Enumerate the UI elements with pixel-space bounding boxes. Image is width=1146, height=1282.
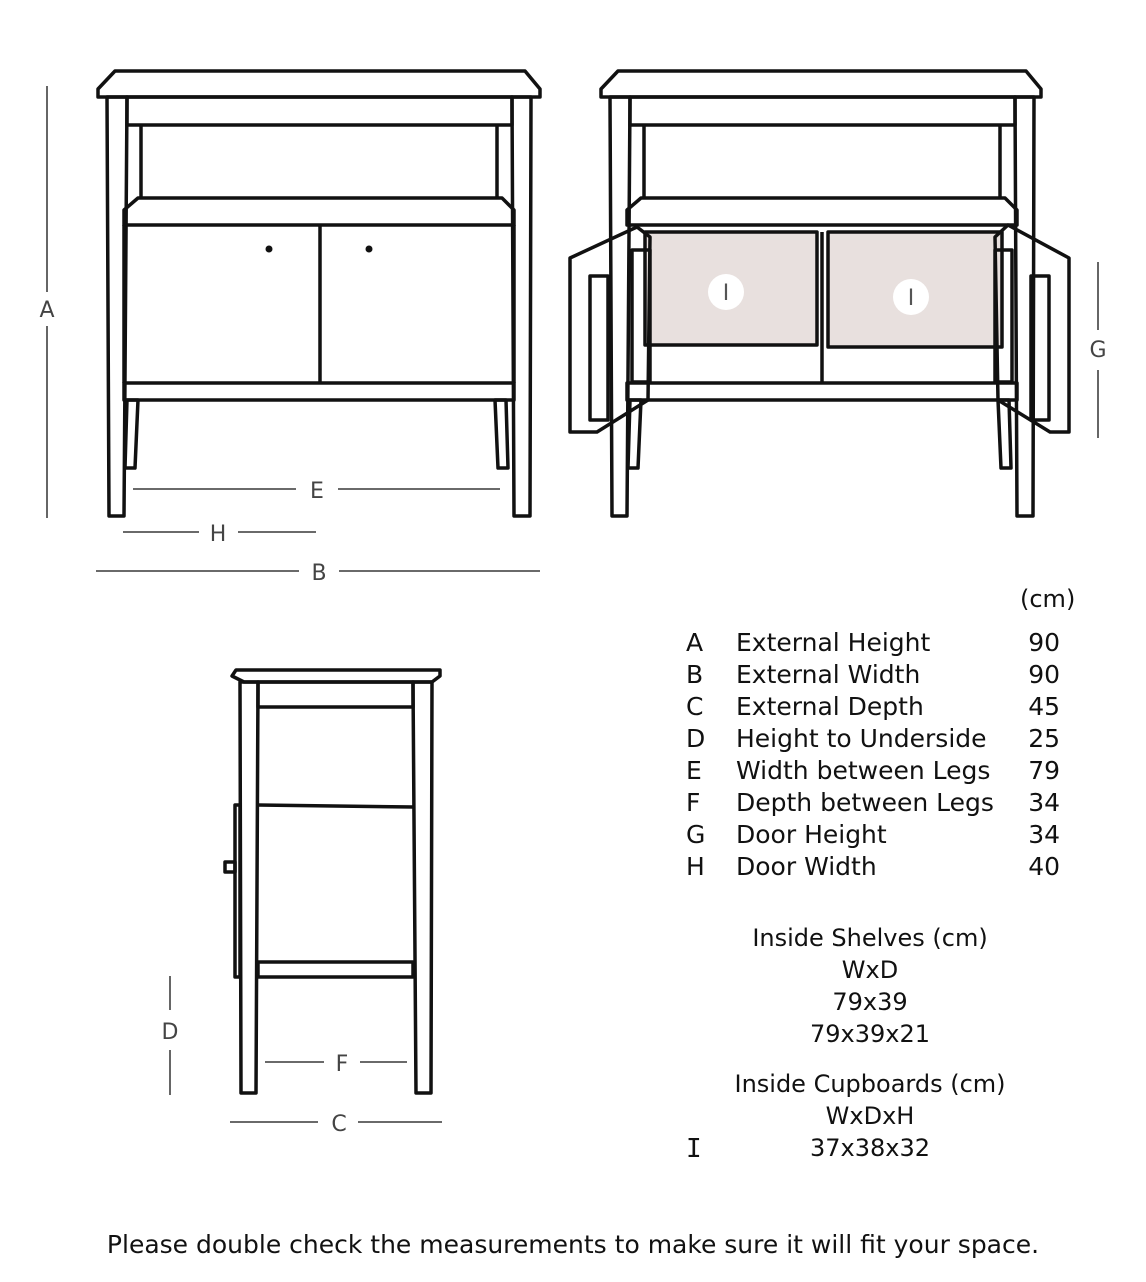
row-label: Width between Legs	[736, 756, 991, 785]
row-letter: B	[686, 660, 704, 689]
row-letter: D	[686, 724, 706, 753]
row-value: 34	[1028, 820, 1060, 849]
row-label: External Width	[736, 660, 921, 689]
row-letter: F	[686, 788, 701, 817]
side-view	[225, 670, 440, 1093]
front-apron	[127, 97, 512, 125]
table-row	[686, 788, 1076, 820]
row-value: 40	[1028, 852, 1060, 881]
front-shelf	[124, 198, 514, 225]
table-unit: (cm)	[1020, 585, 1076, 613]
row-value: 25	[1028, 724, 1060, 753]
row-label: Height to Underside	[736, 724, 987, 753]
row-label: External Depth	[736, 692, 924, 721]
dim-h-label: H	[209, 522, 227, 547]
dim-f-label: F	[335, 1052, 349, 1077]
cupboard-marker-right-label: I	[907, 286, 915, 311]
table-row	[686, 852, 1076, 884]
row-label: External Height	[736, 628, 931, 657]
table-row	[686, 724, 1076, 756]
right-door-knob	[366, 246, 373, 253]
inside-cupboards-format: WxDxH	[825, 1102, 915, 1130]
dim-e-label: E	[310, 479, 324, 504]
table-row	[686, 820, 1076, 852]
row-letter: A	[686, 628, 704, 657]
dim-d-label: D	[161, 1020, 179, 1045]
dim-c-label: C	[331, 1112, 347, 1137]
row-label: Door Height	[736, 820, 887, 849]
table-row	[686, 756, 1076, 788]
footer-note: Please double check the measurements to make sure it will fit your space.	[106, 1230, 1040, 1259]
front-view-open	[570, 71, 1069, 516]
dim-a-label: A	[39, 298, 55, 323]
table-row	[686, 660, 1076, 692]
inside-shelves-title: Inside Shelves (cm)	[752, 924, 988, 952]
cupboard-marker-key: I	[686, 1134, 702, 1164]
row-letter: H	[686, 852, 705, 881]
row-value: 45	[1028, 692, 1060, 721]
row-letter: G	[686, 820, 706, 849]
inside-cupboards-value: 37x38x32	[809, 1134, 931, 1162]
front-top	[98, 71, 540, 97]
inside-shelves-format: WxD	[841, 956, 899, 984]
left-door-knob	[266, 246, 273, 253]
row-label: Door Width	[736, 852, 877, 881]
dim-g-label: G	[1089, 338, 1107, 363]
row-letter: C	[686, 692, 704, 721]
front-view-closed	[98, 71, 540, 516]
row-value: 90	[1028, 660, 1060, 689]
inside-shelves-value: 79x39	[832, 988, 908, 1016]
cupboard-marker-left-label: I	[722, 281, 730, 306]
inside-shelves-value-2: 79x39x21	[809, 1020, 931, 1048]
row-label: Depth between Legs	[736, 788, 994, 817]
row-value: 34	[1028, 788, 1060, 817]
table-row	[686, 692, 1076, 724]
front-bottom-rail	[124, 383, 514, 400]
dim-b-label: B	[311, 561, 327, 586]
inside-cupboards-title: Inside Cupboards (cm)	[734, 1070, 1006, 1098]
table-row	[686, 628, 1076, 660]
row-letter: E	[686, 756, 702, 785]
row-value: 79	[1028, 756, 1060, 785]
row-value: 90	[1028, 628, 1060, 657]
